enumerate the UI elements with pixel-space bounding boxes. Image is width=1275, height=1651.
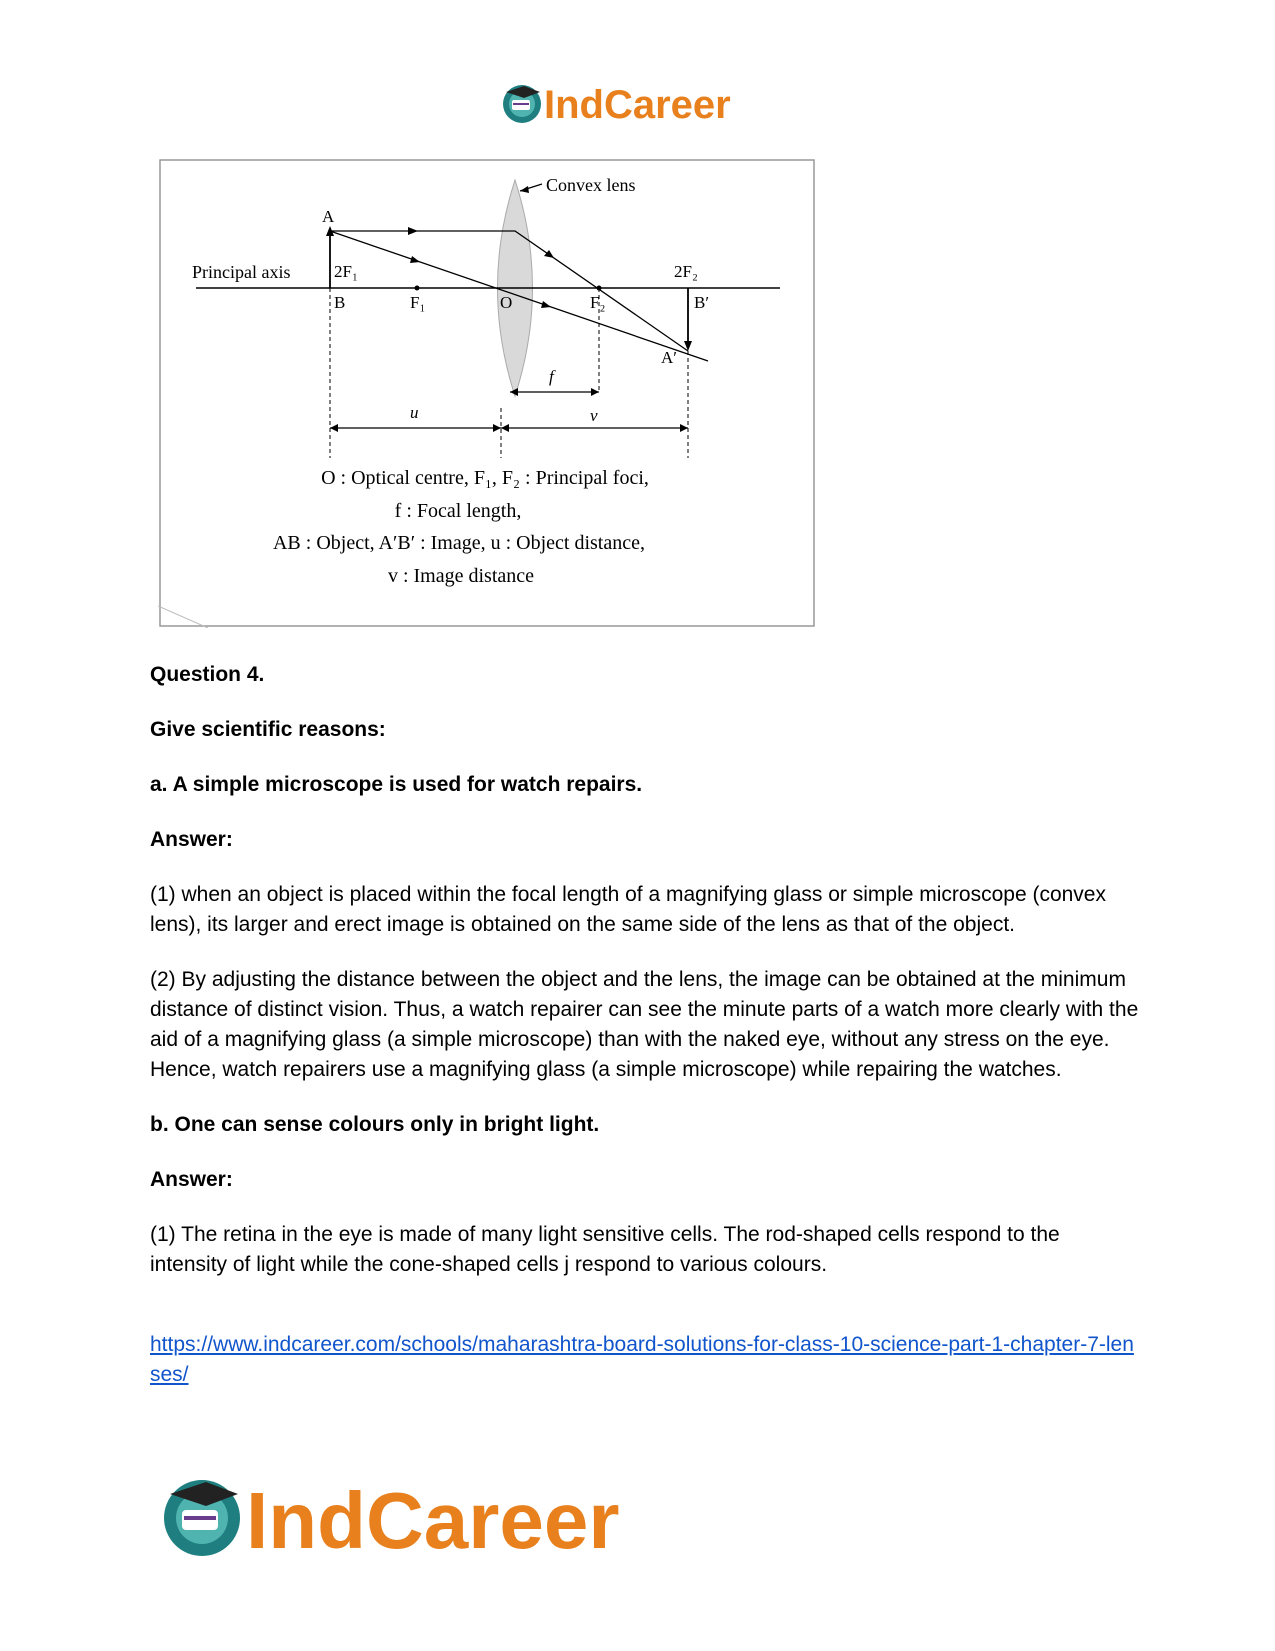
figure-frame xyxy=(160,160,814,626)
label-2f2: 2F₂ xyxy=(674,262,698,281)
label-u: u xyxy=(410,403,419,422)
legend-line-2: f : Focal length, xyxy=(394,500,522,522)
indcareer-logo-bottom xyxy=(160,1466,700,1566)
label-2f1: 2F₁ xyxy=(334,262,358,281)
convex-lens-label: Convex lens xyxy=(546,175,636,195)
label-a: A xyxy=(322,207,335,226)
legend-line-4: v : Image distance xyxy=(387,565,535,587)
answer-label-a: Answer: xyxy=(150,828,233,851)
logo-text: IndCareer xyxy=(246,1476,620,1565)
f1-point xyxy=(415,286,420,291)
legend-line-3: AB : Object, A′B′ : Image, u : Object distance, xyxy=(272,532,646,554)
part-b-question: b. One can sense colours only in bright light. xyxy=(150,1113,600,1136)
graduation-cap-globe-icon xyxy=(503,85,541,123)
source-link[interactable]: https://www.indcareer.com/schools/maharashtra-board-solutions-for-class-10-science-part-1-chapter-7-lenses/ xyxy=(150,1333,1134,1386)
answer-a-paragraph-2: (2) By adjusting the distance between the object and the lens, the image can be obtained at the minimum distance of distinct vision. Thus, a watch repairer can see the minute parts of a watch more clearly with the aid of a magnifying glass (a simple microscope) than with the naked eye, without any stress on the eye. Hence, watch repairers use a magnifying glass (a simple microscope) while repairing the watches. xyxy=(150,968,1139,1081)
indcareer-logo-top xyxy=(500,78,780,130)
instruction: Give scientific reasons: xyxy=(150,718,386,741)
question-title: Question 4. xyxy=(150,663,265,686)
label-a-prime: A′ xyxy=(661,348,677,367)
label-v: v xyxy=(590,406,598,425)
label-f1: F₁ xyxy=(410,293,426,312)
label-f: f xyxy=(549,367,554,386)
answer-b-paragraph-1: (1) The retina in the eye is made of many light sensitive cells. The rod-shaped cells respond to the intensity of light while the cone-shaped cells j respond to various colours. xyxy=(150,1223,1060,1276)
part-a-question: a. A simple microscope is used for watch repairs. xyxy=(150,773,643,796)
label-f2: F₂ xyxy=(590,293,606,312)
label-o: O xyxy=(500,293,513,312)
answer-a-paragraph-1: (1) when an object is placed within the focal length of a magnifying glass or simple microscope (convex lens), its larger and erect image is obtained on the same side of the lens as that of the object. xyxy=(150,883,1106,936)
label-b: B xyxy=(334,293,346,312)
logo-text: IndCareer xyxy=(544,83,731,127)
document-body xyxy=(150,660,1140,1390)
answer-label-b: Answer: xyxy=(150,1168,233,1191)
label-b-prime: B′ xyxy=(694,293,710,312)
principal-axis-label: Principal axis xyxy=(192,262,291,282)
graduation-cap-globe-icon xyxy=(164,1480,240,1556)
legend-line-1: O : Optical centre, F₁, F₂ : Principal foci, xyxy=(321,467,649,489)
convex-lens-ray-diagram xyxy=(158,158,816,628)
